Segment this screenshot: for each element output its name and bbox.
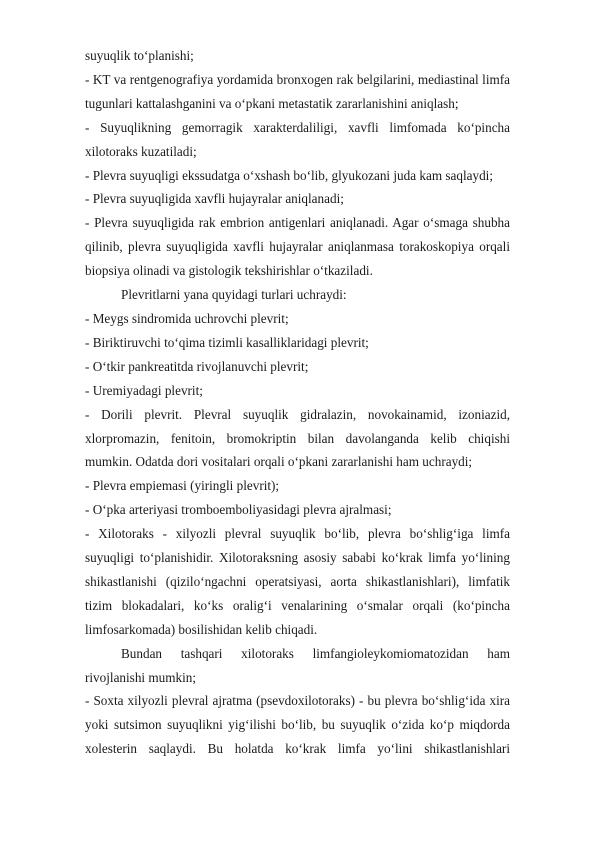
paragraph-7: Plevritlarni yana quyidagi turlari uchraydi:: [121, 287, 347, 303]
paragraph-9: - Biriktiruvchi to‘qima tizimli kasalliklaridagi plevrit;: [85, 334, 369, 350]
paragraph-11: - Uremiyadagi plevrit;: [85, 382, 203, 398]
paragraph-12: - Dorili plevrit. Plevral suyuqlik gidralazin, novokainamid, izoniazid, xlorpromazin, fenitoin, bromokriptin bilan davolanganda kelib chiqishi mumkin. Odatda dori vositalari orqali o‘pkani zararlanishi ham uchraydi;: [85, 406, 510, 470]
paragraph-1: suyuqlik to‘planishi;: [85, 48, 194, 63]
paragraph-5: - Plevra suyuqligida xavfli hujayralar aniqlanadi;: [85, 191, 344, 207]
paragraph-8: - Meygs sindromida uchrovchi plevrit;: [85, 310, 289, 326]
paragraph-10: - O‘tkir pankreatitda rivojlanuvchi plevrit;: [85, 358, 309, 374]
paragraph-17: - Soxta xilyozli plevral ajratma (psevdoxilotoraks) - bu plevra bo‘shlig‘ida xira yoki sutsimon suyuqlikni yig‘ilishi bo‘lib, bu suyuqlik o‘zida ko‘p miqdorda xolesterin saqlaydi. Bu holatda ko‘krak limfa yo‘lini shikastlanishlari: [85, 693, 510, 757]
paragraph-13: - Plevra empiemasi (yiringli plevrit);: [85, 478, 280, 494]
paragraph-6: - Plevra suyuqligida rak embrion antigenlari aniqlanadi. Agar o‘smaga shubha qilinib, plevra suyuqligida xavfli hujayralar aniqlanmasa torakoskopiya orqali biopsiya olinadi va gistologik tekshirishlar o‘tkaziladi.: [85, 215, 510, 279]
paragraph-16: Bundan tashqari xilotoraks limfangioleykomiomatozidan ham rivojlanishi mumkin;: [85, 645, 510, 685]
paragraph-4: - Plevra suyuqligi ekssudatga o‘xshash bo‘lib, glyukozani juda kam saqlaydi;: [85, 167, 494, 183]
paragraph-2: - KT va rentgenografiya yordamida bronxogen rak belgilarini, mediastinal limfa tugunlari kattalashganini va o‘pkani metastatik zararlanishini aniqlash;: [85, 71, 510, 111]
paragraph-14: - O‘pka arteriyasi tromboemboliyasidagi plevra ajralmasi;: [85, 502, 392, 518]
paragraph-15: - Xilotoraks - xilyozli plevral suyuqlik bo‘lib, plevra bo‘shlig‘iga limfa suyuqligi to‘planishidir. Xilotoraksning asosiy sababi ko‘krak limfa yo‘lining shikastlanishi (qizilo‘ngachni operatsiyasi, aorta shikastlanishlari), limfatik tizim blokadalari, ko‘ks oralig‘i venalarining o‘smalar orqali (ko‘pincha limfosarkomada) bosilishidan kelib chiqadi.: [85, 526, 510, 637]
paragraph-3: - Suyuqlikning gemorragik xarakterdaliligi, xavfli limfomada ko‘pincha xilotoraks kuzatiladi;: [85, 119, 510, 159]
page-body: [85, 44, 510, 761]
